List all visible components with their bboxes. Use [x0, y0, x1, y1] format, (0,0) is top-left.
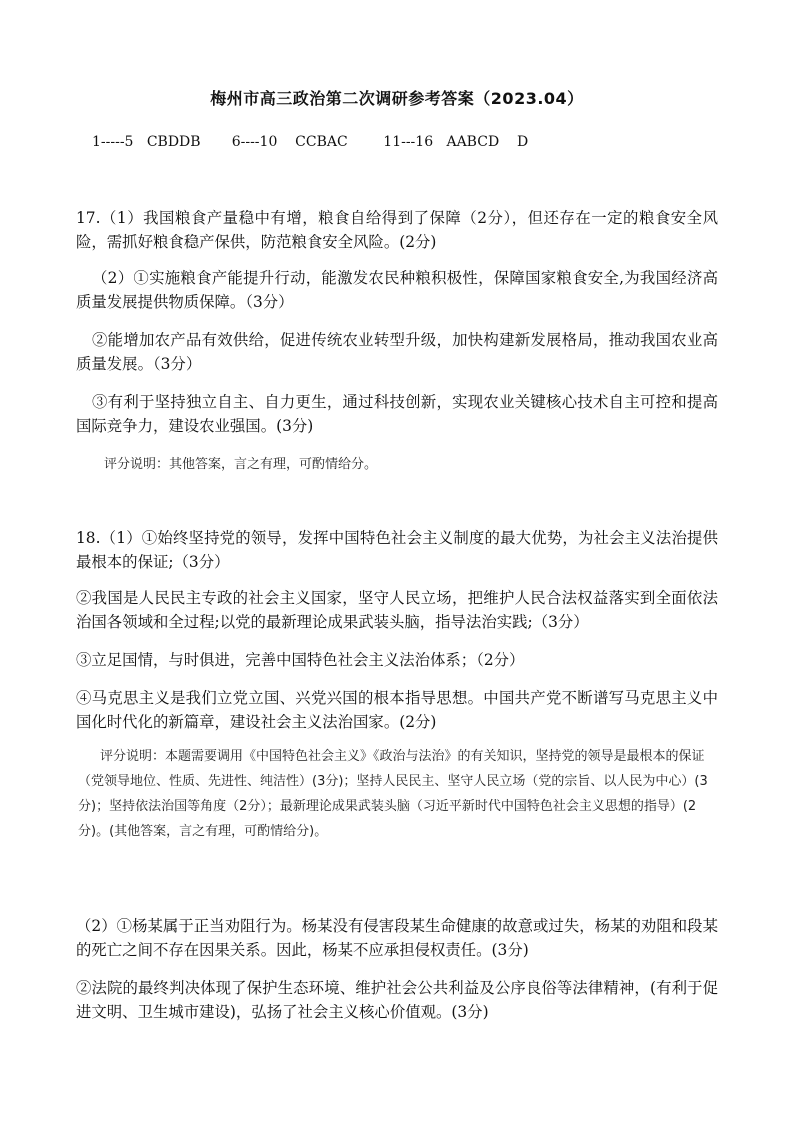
q17-part1: 17.（1）我国粮食产量稳中有增，粮食自给得到了保障（2分），但还存在一定的粮食安全风险，需抓好粮食稳产保供，防范粮食安全风险。(2分) [76, 209, 718, 251]
q18-part2-item2: ②法院的最终判决体现了保护生态环境、维护社会公共利益及公序良俗等法律精神，(有利于促进文明、卫生城市建设)，弘扬了社会主义核心价值观。(3分) [76, 979, 718, 1021]
multiple-choice-answers: 1-----5 CBDDB 6----10 CCBAC 11---16 AABCD D [92, 134, 529, 150]
q17-grading-note: 评分说明：其他答案，言之有理，可酌情给分。 [104, 457, 378, 472]
q18-grading-note: 评分说明：本题需要调用《中国特色社会主义》《政治与法治》的有关知识，坚持党的领导是最根本的保证（党领导地位、性质、先进性、纯洁性）(3分)；坚持人民民主、坚守人民立场（党的宗旨、以人民为中心）(3分)；坚持依法治国等角度（2分）；最新理论成果武装头脑（习近平新时代中国特色社会主义思想的指导）(2分)。(其他答案，言之有理，可酌情给分)。 [78, 749, 708, 839]
q17-part2-item2: ②能增加农产品有效供给，促进传统农业转型升级，加快构建新发展格局，推动我国农业高质量发展。（3分） [76, 331, 718, 373]
page-title: 梅州市高三政治第二次调研参考答案（2023.04） [210, 89, 584, 108]
q17-part2-item3: ③有利于坚持独立自主、自力更生，通过科技创新，实现农业关键核心技术自主可控和提高国际竞争力，建设农业强国。(3分) [76, 393, 718, 435]
q18-part1-item1: 18.（1）①始终坚持党的领导，发挥中国特色社会主义制度的最大优势，为社会主义法治提供最根本的保证;（3分） [76, 529, 718, 571]
q18-part2-item1: （2）①杨某属于正当劝阻行为。杨某没有侵害段某生命健康的故意或过失，杨某的劝阻和段某的死亡之间不存在因果关系。因此，杨某不应承担侵权责任。(3分) [76, 917, 718, 959]
q17-part2-item1: （2）①实施粮食产能提升行动，能激发农民种粮积极性，保障国家粮食安全,为我国经济高质量发展提供物质保障。（3分） [76, 269, 718, 311]
q18-part1-item4: ④马克思主义是我们立党立国、兴党兴国的根本指导思想。中国共产党不断谱写马克思主义中国化时代化的新篇章，建设社会主义法治国家。(2分) [76, 689, 718, 731]
q18-part1-item3: ③立足国情，与时俱进，完善中国特色社会主义法治体系；（2分） [76, 651, 525, 669]
q18-part1-item2: ②我国是人民民主专政的社会主义国家，坚守人民立场，把维护人民合法权益落实到全面依法治国各领域和全过程;以党的最新理论成果武装头脑，指导法治实践;（3分） [76, 589, 718, 631]
